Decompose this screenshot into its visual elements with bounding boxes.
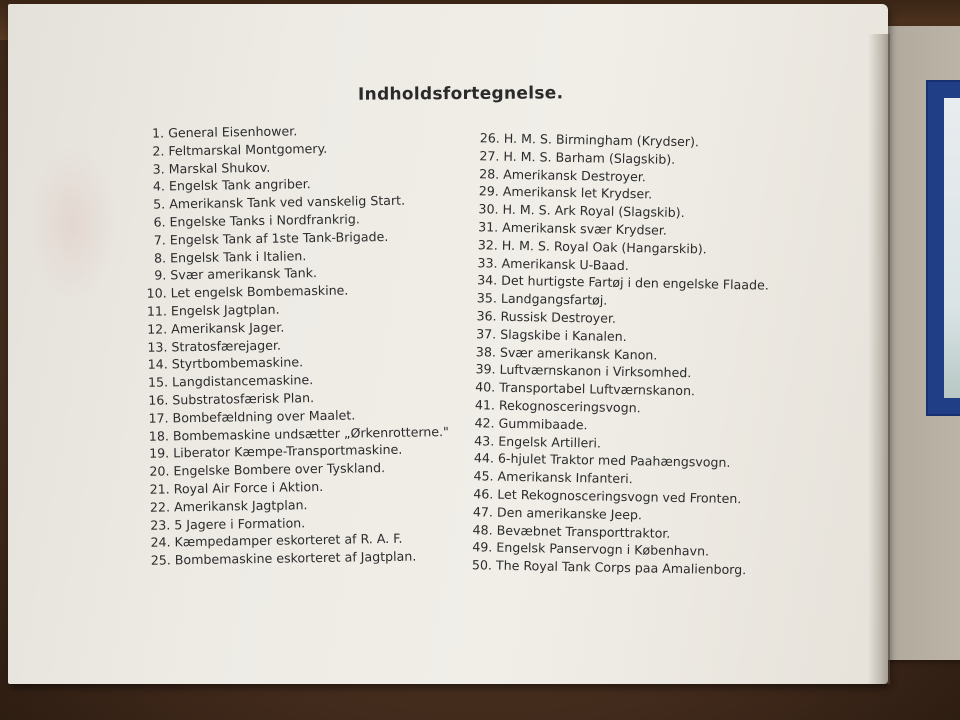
- entry-number: 42.: [474, 414, 495, 431]
- contents-column-right: [456, 129, 772, 579]
- entry-text: Kæmpedamper eskorteret af R. A. F.: [174, 531, 403, 550]
- entry-text: 6-hjulet Traktor med Paahængsvogn.: [497, 451, 731, 471]
- entry-text: Styrtbombemaskine.: [171, 354, 304, 372]
- entry-text: Marskal Shukov.: [168, 159, 271, 176]
- entry-number: 9.: [154, 267, 167, 283]
- entry-number: 44.: [473, 450, 495, 466]
- entry-text: Engelsk Tank angriber.: [168, 176, 311, 194]
- entry-number: 37.: [476, 326, 497, 342]
- entry-number: 17.: [148, 410, 169, 426]
- entry-text: Bombemaskine undsætter „Ørkenrotterne.": [172, 423, 449, 443]
- entry-number: 10.: [146, 285, 167, 301]
- entry-text: Let Rekognosceringsvogn ved Fronten.: [497, 486, 742, 507]
- entry-text: Rekognosceringsvogn.: [498, 397, 641, 416]
- entry-text: Liberator Kæmpe-Transportmaskine.: [173, 442, 403, 461]
- entry-number: 33.: [477, 254, 498, 271]
- entry-number: 7.: [153, 232, 166, 248]
- entry-number: 41.: [474, 397, 496, 413]
- entry-number: 49.: [472, 539, 493, 555]
- entry-text: Let engelsk Bombemaskine.: [170, 282, 349, 301]
- entry-number: 43.: [474, 432, 495, 449]
- entry-number: 1.: [151, 125, 165, 141]
- entry-number: 36.: [476, 308, 497, 324]
- entry-text: Amerikansk Infanteri.: [497, 468, 633, 487]
- entry-number: 18.: [148, 427, 169, 444]
- entry-number: 2.: [152, 143, 165, 159]
- entry-text: Engelske Tanks i Nordfrankrig.: [169, 211, 360, 230]
- entry-text: Bombefældning over Maalet.: [172, 407, 356, 426]
- entry-text: Transportabel Luftværnskanon.: [499, 379, 696, 399]
- entry-text: Amerikansk Destroyer.: [503, 166, 647, 184]
- entry-number: 45.: [473, 468, 494, 484]
- entry-number: 3.: [152, 161, 165, 177]
- entry-text: Den amerikanske Jeep.: [496, 504, 643, 523]
- entry-number: 12.: [147, 321, 168, 337]
- entry-number: 14.: [147, 356, 168, 373]
- entry-number: 19.: [149, 445, 170, 462]
- entry-number: 27.: [479, 148, 500, 164]
- entry-text: Gummibaade.: [498, 415, 588, 433]
- entry-text: Engelsk Tank i Italien.: [169, 247, 307, 265]
- entry-number: 25.: [150, 552, 171, 568]
- entry-text: Slagskibe i Kanalen.: [500, 326, 627, 344]
- entry-text: H. M. S. Birmingham (Krydser).: [503, 130, 700, 150]
- entry-number: 20.: [149, 463, 170, 479]
- entry-number: 21.: [149, 481, 170, 497]
- page-fold-shadow: [868, 34, 890, 684]
- page-stain: [28, 144, 118, 304]
- entry-text: H. M. S. Royal Oak (Hangarskib).: [501, 237, 707, 257]
- entry-text: Langdistancemaskine.: [171, 372, 314, 390]
- page-title: Indholdsfortegnelse.: [357, 83, 564, 105]
- entry-number: 35.: [476, 290, 498, 306]
- entry-text: Svær amerikansk Tank.: [170, 265, 318, 283]
- entry-number: 5.: [153, 196, 166, 212]
- entry-number: 22.: [149, 499, 171, 515]
- entry-number: 24.: [150, 534, 171, 551]
- entry-number: 50.: [471, 557, 493, 573]
- entry-text: Russisk Destroyer.: [500, 308, 617, 326]
- entry-text: Amerikansk svær Krydser.: [502, 219, 668, 238]
- entry-text: Amerikansk U-Baad.: [501, 255, 629, 273]
- entry-text: Substratosfærisk Plan.: [172, 390, 315, 408]
- entry-number: 47.: [472, 503, 494, 520]
- entry-number: 23.: [150, 516, 171, 533]
- entry-number: 48.: [472, 521, 493, 538]
- entry-text: Engelske Bombere over Tyskland.: [173, 460, 386, 479]
- entry-text: Bevæbnet Transporttraktor.: [496, 522, 671, 541]
- entry-text: Landgangsfartøj.: [500, 290, 608, 308]
- entry-text: Amerikansk let Krydser.: [502, 184, 653, 202]
- entry-number: 15.: [147, 374, 169, 390]
- cover-illustration: [944, 98, 960, 398]
- entry-number: 39.: [475, 361, 496, 377]
- entry-number: 11.: [146, 303, 168, 319]
- entry-number: 8.: [153, 249, 167, 266]
- entry-text: Det hurtigste Fartøj i den engelske Flaade.: [501, 273, 769, 293]
- entry-text: The Royal Tank Corps paa Amalienborg.: [495, 557, 747, 578]
- entry-number: 16.: [148, 392, 169, 408]
- entry-number: 13.: [147, 338, 168, 355]
- entry-text: 5 Jagere i Formation.: [174, 514, 306, 532]
- entry-text: H. M. S. Barham (Slagskib).: [503, 148, 676, 167]
- entry-number: 32.: [477, 237, 499, 253]
- entry-number: 26.: [479, 130, 500, 146]
- entry-text: Amerikansk Jager.: [171, 319, 285, 337]
- entry-number: 6.: [153, 214, 166, 230]
- entry-text: Luftværnskanon i Virksomhed.: [499, 362, 692, 381]
- entry-number: 40.: [475, 379, 496, 395]
- entry-number: 31.: [478, 219, 499, 235]
- contents-column-left: [128, 120, 451, 570]
- entry-number: 34.: [477, 272, 498, 289]
- entry-text: Royal Air Force i Aktion.: [173, 478, 324, 497]
- entry-text: General Eisenhower.: [168, 123, 298, 141]
- entry-number: 38.: [475, 343, 497, 360]
- entry-number: 30.: [478, 201, 499, 217]
- entry-number: 4.: [152, 178, 166, 195]
- entry-text: Engelsk Tank af 1ste Tank-Brigade.: [169, 228, 389, 248]
- entry-text: Engelsk Artilleri.: [498, 433, 602, 451]
- entry-text: Bombemaskine eskorteret af Jagtplan.: [174, 548, 417, 568]
- entry-number: 46.: [473, 486, 494, 502]
- entry-number: 28.: [479, 165, 500, 182]
- entry-text: Stratosfærejager.: [171, 337, 282, 354]
- entry-text: Amerikansk Jagtplan.: [173, 496, 308, 515]
- entry-text: Engelsk Panservogn i København.: [496, 539, 710, 559]
- entry-number: 29.: [478, 183, 499, 200]
- entry-text: Svær amerikansk Kanon.: [499, 344, 658, 363]
- entry-text: Engelsk Jagtplan.: [170, 301, 280, 319]
- entry-text: Feltmarskal Montgomery.: [168, 140, 328, 159]
- entry-text: H. M. S. Ark Royal (Slagskib).: [502, 201, 685, 221]
- entry-text: Amerikansk Tank ved vanskelig Start.: [169, 192, 406, 212]
